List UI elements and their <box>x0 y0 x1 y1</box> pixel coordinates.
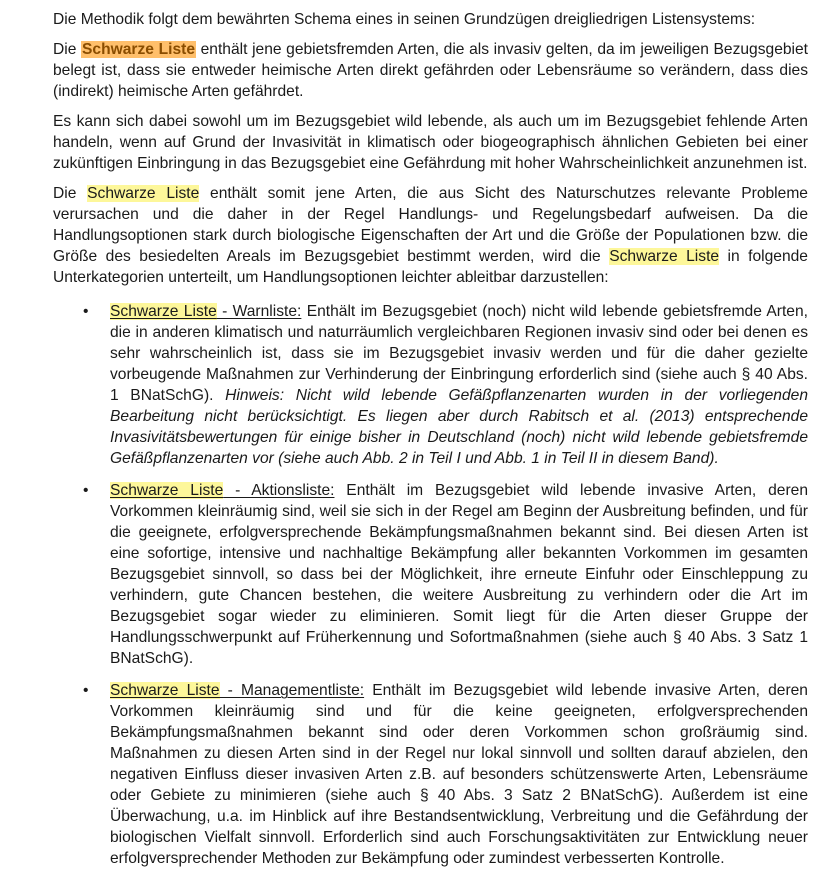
definition-paragraph <box>53 39 808 102</box>
search-highlight-match[interactable]: Schwarze Liste <box>110 482 224 499</box>
definition-text-end: enthält jene gebietsfremden Arten, die als invasiv gelten, da im jeweiligen Bezugsgebiet belegt ist, dass sie entweder heimische Arten direkt gefährden oder Lebensräume so verändern, dass dies (indirekt) heimische Arten gefährdet. <box>53 41 809 100</box>
list-item-managementliste <box>53 680 808 869</box>
subcategory-text-start: Die <box>53 185 88 202</box>
search-highlight-match[interactable]: Schwarze Liste <box>110 303 217 320</box>
bullet-icon: • <box>83 303 89 320</box>
category-description: Enthält im Bezugsgebiet (noch) nicht wild lebende gebietsfremde Arten, die in anderen klimatisch und naturräumlich vergleichbaren Regionen invasiv sind oder bei denen es sehr wahrscheinlich ist, dass sie im Bezugsgebiet invasiv werden und für die daher gezielte vorbeugende Maßnahmen zur Verhinderung der Einbringung erforderlich sind (siehe auch § 40 Abs. 1 BNatSchG). <box>110 303 808 404</box>
category-label: - Managementliste: <box>219 682 365 699</box>
category-description: Enthält im Bezugsgebiet wild lebende invasive Arten, deren Vorkommen kleinräumig sind, weil sie sich in der Regel am Beginn der Ausbreitung befinden, und für die geeignete, erfolgversprechende Bekämpfungsmaßnahmen bekannt sind. Bei diesen Arten ist eine sofortige, intensive und nachhaltige Bekämpfung aller bekannten Vorkommen im gesamten Bezugsgebiet sinnvoll, so dass bei der Möglichkeit, ihre erneute Einfuhr oder Einschleppung zu verhindern, gute Chancen bestehen, die weitere Ausbreitung zu verhindern oder die Art im Bezugsgebiet sogar wieder zu eliminieren. Somit liegt für die Arten dieser Gruppe der Handlungsschwerpunkt auf Früherkennung und Sofortmaßnahmen (siehe auch § 40 Abs. 3 Satz 1 BNatSchG). <box>110 482 808 667</box>
subcategory-text-end: in folgende Unterkategorien unterteilt, um Handlungsoptionen leichter ableitbar darzustellen: <box>53 248 808 286</box>
search-highlight-current[interactable]: Schwarze Liste <box>82 41 195 58</box>
list-item-warnliste <box>53 301 808 469</box>
list-item-aktionsliste <box>53 480 808 669</box>
aktionsliste-text <box>110 480 808 669</box>
managementliste-text <box>110 680 808 869</box>
bullet-icon: • <box>83 682 89 699</box>
category-list <box>53 301 808 869</box>
warnliste-text <box>110 301 808 469</box>
category-description: Enthält im Bezugsgebiet wild lebende invasive Arten, deren Vorkommen kleinräumig sind und für die keine geeigneten, erfolgversprechenden Bekämpfungsmaßnahmen bekannt sind oder deren Vorkommen schon großräumig sind. Maßnahmen zu diesen Arten sind in der Regel nur lokal sinnvoll und sollten darauf abzielen, den negativen Einfluss dieser invasiven Arten z.B. auf besonders schützenswerte Arten, Lebensräume oder Gebiete zu minimieren (siehe auch § 40 Abs. 3 Satz 2 BNatSchG). Außerdem ist eine Überwachung, u.a. im Hinblick auf ihre Bestandsentwicklung, Verbreitung und die Gefährdung der biologischen Vielfalt sinnvoll. Erforderlich sind auch Forschungsaktivitäten zur Entwicklung neuer erfolgversprechender Methoden zur Bekämpfung oder zumindest verbesserten Kontrolle. <box>110 682 808 867</box>
intro-paragraph: Die Methodik folgt dem bewährten Schema eines in seinen Grundzügen dreigliedrigen Listensystems: <box>53 11 756 28</box>
subcategory-text-middle: enthält somit jene Arten, die aus Sicht des Naturschutzes relevante Probleme verursachen und die daher in der Regel Handlungs- und Regelungsbedarf aufweisen. Da die Handlungsoptionen stark durch biologische Eigenschaften der Art und die Größe der Populationen bzw. die Größe des besiedelten Areals im Bezugsgebiet bestimmt werden, wird die <box>53 185 808 265</box>
bullet-icon: • <box>83 482 89 499</box>
search-highlight-match[interactable]: Schwarze Liste <box>609 248 720 265</box>
search-highlight-match[interactable]: Schwarze Liste <box>110 682 220 699</box>
category-label: - Aktionsliste: <box>223 482 335 499</box>
category-note: Hinweis: Nicht wild lebende Gefäßpflanzenarten wurden in der vorliegenden Bearbeitung nicht berücksichtigt. Es liegen aber durch Rabitsch et al. (2013) entsprechende Invasivitätsbewertungen für einige bisher in Deutschland (noch) nicht wild lebende gebietsfremde Gefäßpflanzenarten vor (siehe auch Abb. 2 in Teil I und Abb. 1 in Teil II in diesem Band). <box>110 387 808 467</box>
category-label: - Warnliste: <box>216 303 302 320</box>
search-highlight-match[interactable]: Schwarze Liste <box>87 185 200 202</box>
subcategory-paragraph <box>53 183 808 288</box>
scope-paragraph: Es kann sich dabei sowohl um im Bezugsgebiet wild lebende, als auch um im Bezugsgebiet fehlende Arten handeln, wenn auf Grund der Invasivität in klimatisch oder biogeographisch ähnlichen Gebieten bei einer zukünftigen Einbringung in das Bezugsgebiet eine Gefährdung mit hoher Wahrscheinlichkeit anzunehmen ist. <box>53 113 808 172</box>
definition-text-start: Die <box>53 41 82 58</box>
